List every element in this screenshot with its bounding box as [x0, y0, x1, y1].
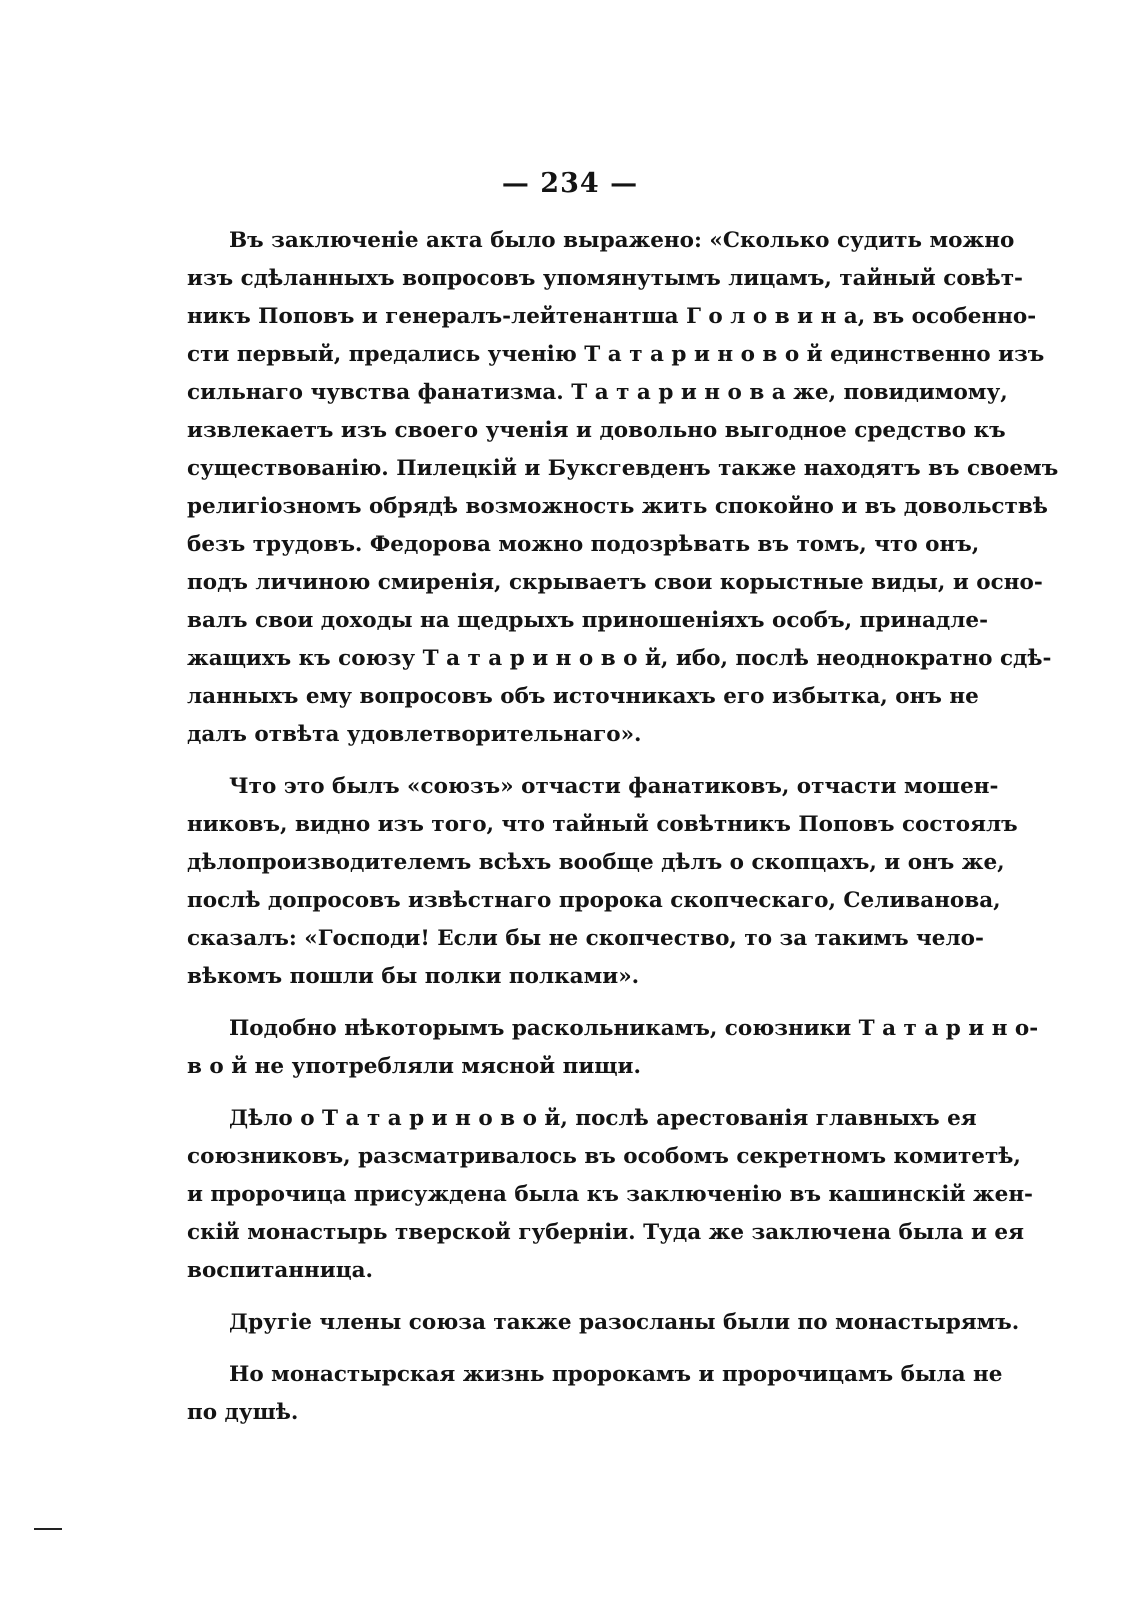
text-line: и пророчица присуждена была къ заключенію въ кашинскій жен- [187, 1182, 1033, 1207]
text-line: изъ сдѣланныхъ вопросовъ упомянутымъ лицамъ, тайный совѣт- [187, 266, 1023, 291]
footer-rule [34, 1528, 62, 1530]
text-line: в о й не употребляли мясной пищи. [187, 1054, 641, 1079]
page-number: — 234 — [501, 168, 639, 199]
text-line: сказалъ: «Господи! Если бы не скопчество, то за такимъ чело- [187, 926, 984, 951]
page-text [187, 222, 1059, 1432]
text-line: Дѣло о Т а т а р и н о в о й, послѣ арестованія главныхъ ея [229, 1106, 977, 1131]
text-line: Другіе члены союза также разосланы были по монастырямъ. [229, 1310, 1020, 1335]
text-line: сти первый, предались ученію Т а т а р и н о в о й единственно изъ [187, 342, 1045, 367]
text-line: никовъ, видно изъ того, что тайный совѣтникъ Поповъ состоялъ [187, 812, 1018, 837]
text-line: союзниковъ, разсматривалось въ особомъ секретномъ комитетѣ, [187, 1144, 1021, 1169]
text-line: религіозномъ обрядѣ возможность жить спокойно и въ довольствѣ [187, 494, 1048, 519]
paragraph-gap [187, 996, 914, 1010]
text-line: по душѣ. [187, 1400, 299, 1425]
text-line: существованію. Пилецкій и Буксгевденъ также находятъ въ своемъ [187, 456, 1059, 481]
text-line: ланныхъ ему вопросовъ объ источникахъ его избытка, онъ не [187, 684, 979, 709]
text-line: скій монастырь тверской губерніи. Туда же заключена была и ея [187, 1220, 1024, 1245]
paragraph [187, 1356, 1003, 1432]
text-line: сильнаго чувства фанатизма. Т а т а р и н о в а же, повидимому, [187, 380, 1008, 405]
text-line: воспитанница. [187, 1258, 374, 1283]
paragraph [187, 1100, 1033, 1290]
text-line: безъ трудовъ. Федорова можно подозрѣвать въ томъ, что онъ, [187, 532, 980, 557]
text-line: послѣ допросовъ извѣстнаго пророка скопческаго, Селиванова, [187, 888, 1001, 913]
paragraph [187, 768, 1018, 996]
paragraph-gap [187, 754, 914, 768]
text-line: Подобно нѣкоторымъ раскольникамъ, союзники Т а т а р и н о- [229, 1016, 1039, 1041]
text-line: подъ личиною смиренія, скрываетъ свои корыстные виды, и осно- [187, 570, 1043, 595]
paragraph-gap [187, 1086, 914, 1100]
paragraph-gap [187, 1342, 914, 1356]
text-line: жащихъ къ союзу Т а т а р и н о в о й, ибо, послѣ неоднократно сдѣ- [187, 646, 1052, 671]
paragraph-gap [187, 1290, 914, 1304]
text-line: Что это былъ «союзъ» отчасти фанатиковъ, отчасти мошен- [229, 774, 999, 799]
paragraph [187, 1304, 1020, 1342]
text-line: дѣлопроизводителемъ всѣхъ вообще дѣлъ о скопцахъ, и онъ же, [187, 850, 1005, 875]
text-line: Въ заключеніе акта было выражено: «Сколько судить можно [229, 228, 1015, 253]
text-line: извлекаетъ изъ своего ученія и довольно выгодное средство къ [187, 418, 1006, 443]
text-line: далъ отвѣта удовлетворительнаго». [187, 722, 642, 747]
paragraph [187, 1010, 1039, 1086]
text-line: вѣкомъ пошли бы полки полками». [187, 964, 640, 989]
text-line: валъ свои доходы на щедрыхъ приношеніяхъ особъ, принадле- [187, 608, 989, 633]
text-line: никъ Поповъ и генералъ-лейтенантша Г о л о в и н а, въ особенно- [187, 304, 1037, 329]
paragraph [187, 222, 1059, 754]
text-line: Но монастырская жизнь пророкамъ и пророчицамъ была не [229, 1362, 1003, 1387]
